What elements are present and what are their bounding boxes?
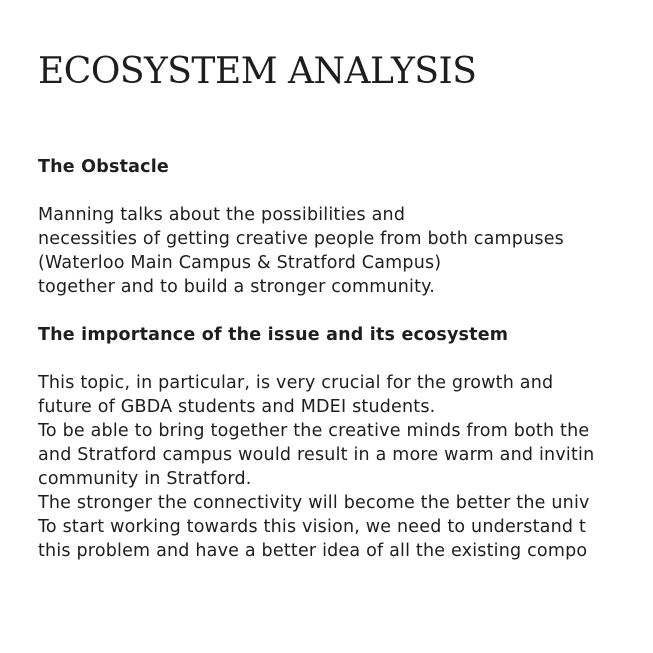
importance-paragraph	[38, 371, 653, 563]
paragraph-line: The stronger the connectivity will become the better the univ	[38, 493, 590, 513]
spacer	[38, 179, 653, 203]
paragraph-line: community in Stratford.	[38, 469, 252, 489]
paragraph-line: This topic, in particular, is very crucial for the growth and	[38, 373, 554, 393]
paragraph-line: this problem and have a better idea of all the existing compo	[38, 541, 588, 561]
page-title: ECOSYSTEM ANALYSIS	[38, 51, 477, 92]
section-heading-importance: The importance of the issue and its ecosystem	[38, 325, 509, 345]
section-heading-obstacle: The Obstacle	[38, 157, 169, 177]
paragraph-line: To start working towards this vision, we need to understand t	[38, 517, 587, 537]
paragraph-line: To be able to bring together the creative minds from both the	[38, 421, 590, 441]
slide-content	[38, 155, 653, 563]
paragraph-line: together and to build a stronger community.	[38, 277, 435, 297]
paragraph-line: future of GBDA students and MDEI students.	[38, 397, 436, 417]
paragraph-line: necessities of getting creative people from both campuses	[38, 229, 564, 249]
obstacle-paragraph	[38, 203, 653, 299]
paragraph-line: and Stratford campus would result in a more warm and invitin	[38, 445, 595, 465]
paragraph-line: (Waterloo Main Campus & Stratford Campus)	[38, 253, 442, 273]
paragraph-line: Manning talks about the possibilities and	[38, 205, 406, 225]
spacer	[38, 299, 653, 323]
spacer	[38, 347, 653, 371]
